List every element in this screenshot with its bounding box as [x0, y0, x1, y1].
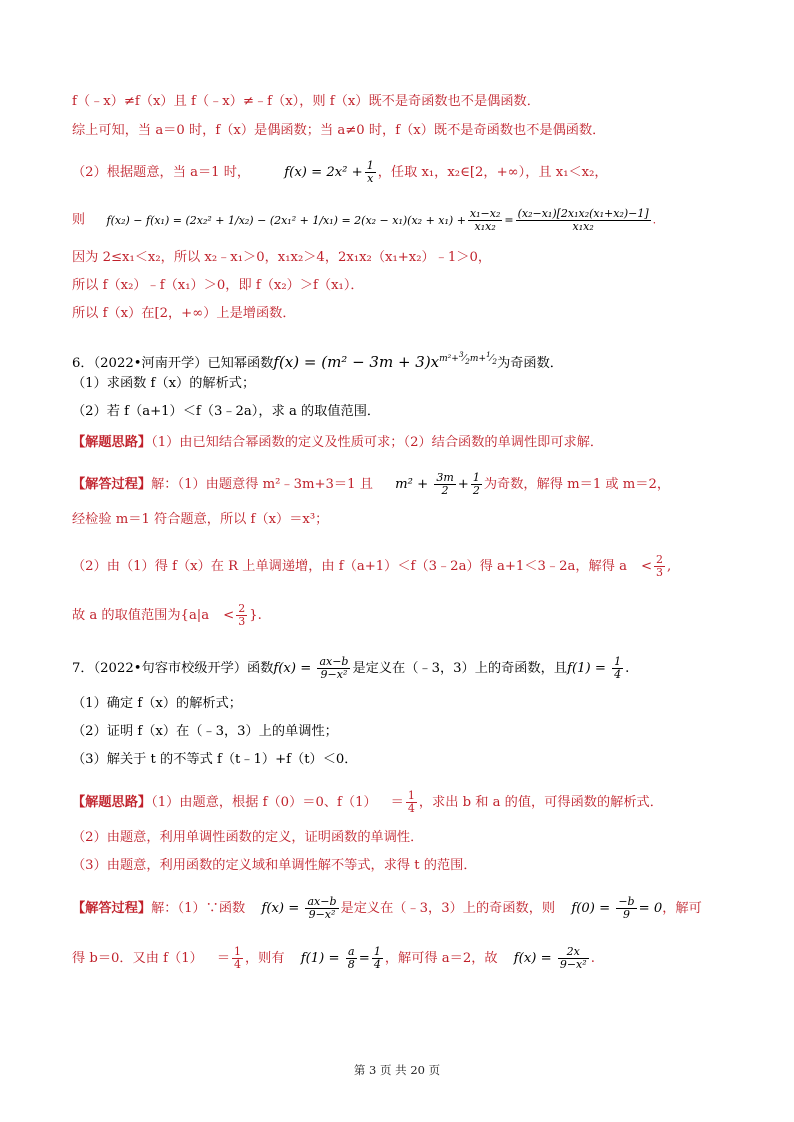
text-line: （2）由题意，利用单调性函数的定义，证明函数的单调性．	[72, 830, 424, 845]
question: （2）若 f（a+1）＜f（3﹣2a），求 a 的取值范围．	[72, 404, 381, 419]
text-line: （2）根据题意，当 a＝1 时， f(x) = 2x² + $\frac{1}{x}$ ，任取 x₁，x₂∈[2，+∞），且 x₁＜x₂，	[72, 159, 608, 185]
page-footer: 第 3 页 共 20 页	[353, 1063, 441, 1077]
text-line: f（﹣x）≠f（x）且 f（﹣x）≠﹣f（x），则 f（x）既不是奇函数也不是偶函数．	[72, 94, 540, 109]
text-line: （3）由题意，利用函数的定义域和单调性解不等式，求得 t 的范围．	[72, 858, 477, 873]
problem-7-title: 7．（2022•句容市校级开学）函数f(x) = $\frac{ax-b}{\text{9−x²}}$ 是定义在（﹣3，3）上的奇函数，且f(1) = $\frac{1}{4}$ .	[72, 655, 630, 681]
text-line: 经检验 m＝1 符合题意，所以 f（x）＝x³；	[72, 512, 329, 527]
solution-steps: 【解答过程】解：（1）∵函数 f(x) = $\frac{ax-b}{\text{9−x²}}$ 是定义在（﹣3，3）上的奇函数，则 f(0) = $\frac{-b}{9}$ = 0，解可	[72, 895, 702, 921]
formula-line: 则 f(x₂) − f(x₁) = (2x₂² + 1/x₂) − (2x₁² + 1/x₁) = 2(x₂ − x₁)(x₂ + x₁) + $\frac{\text{x₁−x₂}}{\text{x₁x₂}}$ = $\frac{\text{(x₂−x₁)[2x₁x₂(x₁+x₂)−1]}}{\text{x₁x₂}}$ .	[72, 207, 657, 233]
text-line: 所以 f（x₂）﹣f（x₁）＞0，即 f（x₂）＞f（x₁）．	[72, 278, 364, 293]
text-line: 得 b＝0．又由 f（1） ＝ $\frac{1}{4}$ ，则有 f(1) = $\frac{a}{8}$ = $\frac{1}{4}$ ，解可得 a＝2，故 f(x) = $\frac{2x}{\text{9−x²}}$ .	[72, 945, 595, 971]
question: （1）求函数 f（x）的解析式；	[72, 376, 256, 391]
problem-6-title: 6．（2022•河南开学）已知幂函数$f(x) = (m^2 - 3m + 3)x^{m^2+^3⁄_2m+^1⁄_2}$为奇函数．	[72, 350, 563, 371]
text-line: 所以 f（x）在[2，+∞）上是增函数．	[72, 306, 296, 321]
solution-idea: 【解题思路】（1）由已知结合幂函数的定义及性质可求；（2）结合函数的单调性即可求解．	[72, 435, 604, 450]
solution-idea: 【解题思路】（1）由题意，根据 f（0）＝0、f（1） ＝ $\frac{1}{4}$ ，求出 b 和 a 的值，可得函数的解析式．	[72, 789, 663, 815]
text-line: 故 a 的取值范围为{a|a < $\frac{2}{3}$ }.	[72, 602, 262, 628]
text-line: 综上可知，当 a＝0 时，f（x）是偶函数；当 a≠0 时，f（x）既不是奇函数也不是偶函数．	[72, 123, 606, 138]
solution-steps: 【解答过程】解：（1）由题意得 m²﹣3m+3＝1 且 m² + $\frac{3m}{2}$ + $\frac{1}{2}$ 为奇数，解得 m＝1 或 m＝2，	[72, 471, 671, 497]
question: （1）确定 f（x）的解析式；	[72, 696, 242, 711]
text-line: 因为 2≤x₁＜x₂，所以 x₂﹣x₁＞0，x₁x₂＞4，2x₁x₂（x₁+x₂）﹣1＞0，	[72, 250, 492, 265]
text-line: （2）由（1）得 f（x）在 R 上单调递增，由 f（a+1）＜f（3﹣2a）得 a+1＜3﹣2a，解得 a < $\frac{2}{3}$ ,	[72, 553, 672, 579]
question: （3）解关于 t 的不等式 f（t﹣1）+f（t）＜0．	[72, 752, 358, 767]
question: （2）证明 f（x）在（﹣3，3）上的单调性；	[72, 724, 338, 739]
